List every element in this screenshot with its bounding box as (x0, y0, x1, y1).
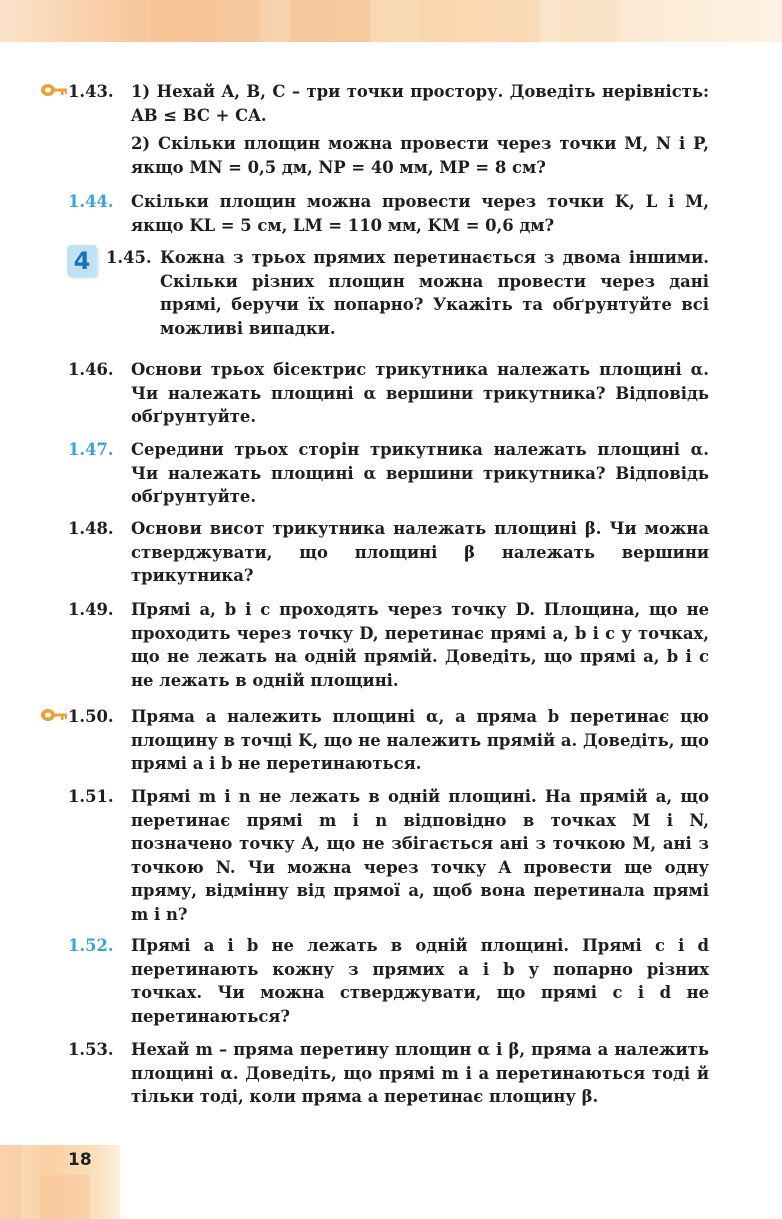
problem-number: 1.49. (68, 600, 114, 619)
problem-paragraph: Прямі a і b не лежать в одній площині. Прямі c і d перетинають кожну з прямих a і b у попарно різних точках. Чи можна стверджувати, що прямі c і d не перетинаються? (131, 936, 709, 1026)
problem-paragraph: Основи висот трикутника належать площині β. Чи можна стверджувати, що площині β належать вершини трикутника? (131, 519, 709, 585)
problem-paragraph: Середини трьох сторін трикутника належать площині α. Чи належать площині α вершини трикутника? Відповідь обґрунтуйте. (131, 440, 709, 506)
problem-paragraph: Основи трьох бісектрис трикутника належать площині α. Чи належать площині α вершини трикутника? Відповідь обґрунтуйте. (131, 360, 709, 426)
problem-number: 1.43. (68, 82, 114, 101)
problem-text (131, 785, 709, 926)
problem-text (131, 80, 709, 179)
key-icon (40, 82, 68, 98)
difficulty-level-badge (67, 245, 97, 277)
page-number: 18 (68, 1150, 92, 1170)
problem-text (131, 1038, 709, 1109)
problem-text (131, 934, 709, 1028)
footer-decoration (0, 1145, 120, 1219)
problem-number: 1.48. (68, 519, 114, 538)
problem-paragraph: Прямі m і n не лежать в одній площині. На прямій a, що перетинає прямі m і n відповідно в точках M і N, позначено точку A, що не збігається ані з точкою M, ані з точкою N. Чи можна через точку A провести ще одну пряму, відмінну від прямої a, щоб вона перетинала прямі m і n? (131, 787, 709, 924)
problem-number: 1.45. (106, 248, 152, 267)
problem-paragraph: Пряма a належить площині α, а пряма b перетинає цю площину в точці K, що не належить прямій a. Доведіть, що прямі a і b не перетинаються. (131, 707, 709, 773)
problem-number: 1.50. (68, 707, 114, 726)
problem-paragraph: Прямі a, b і c проходять через точку D. Площина, що не проходить через точку D, перетинає прямі a, b і c у точках, що не лежать на одній прямій. Доведіть, що прямі a, b і c не лежать в одній площині. (131, 600, 709, 690)
problem-number: 1.53. (68, 1040, 114, 1059)
difficulty-level-label: 4 (73, 247, 91, 275)
problem-text (160, 246, 709, 340)
problem-paragraph: Кожна з трьох прямих перетинається з двома іншими. Скільки різних площин можна провести через дані прямі, беручи їх попарно? Укажіть та обґрунтуйте всі можливі випадки. (160, 248, 709, 338)
problem-number: 1.47. (68, 440, 114, 459)
problem-text (131, 358, 709, 429)
problem-text (131, 598, 709, 692)
problem-number: 1.46. (68, 360, 114, 379)
problem-paragraph: Нехай m – пряма перетину площин α і β, пряма a належить площині α. Доведіть, що прямі m і a перетинаються тоді й тільки тоді, коли пряма a перетинає площину β. (131, 1040, 709, 1106)
problem-text (131, 190, 709, 237)
problem-paragraph: 1) Нехай A, B, C – три точки простору. Доведіть нерівність: AB ≤ BC + CA. (131, 82, 709, 125)
problem-text (131, 438, 709, 509)
problem-text (131, 705, 709, 776)
key-icon (40, 707, 68, 723)
problem-number: 1.44. (68, 192, 114, 211)
problem-text (131, 517, 709, 588)
problem-paragraph: Скільки площин можна провести через точки K, L і M, якщо KL = 5 см, LM = 110 мм, KM = 0,6 дм? (131, 192, 709, 235)
problem-number: 1.51. (68, 787, 114, 806)
problem-paragraph: 2) Скільки площин можна провести через точки M, N і P, якщо MN = 0,5 дм, NP = 40 мм, MP = 8 см? (131, 134, 709, 177)
problem-number: 1.52. (68, 936, 114, 955)
header-decoration (0, 0, 782, 42)
